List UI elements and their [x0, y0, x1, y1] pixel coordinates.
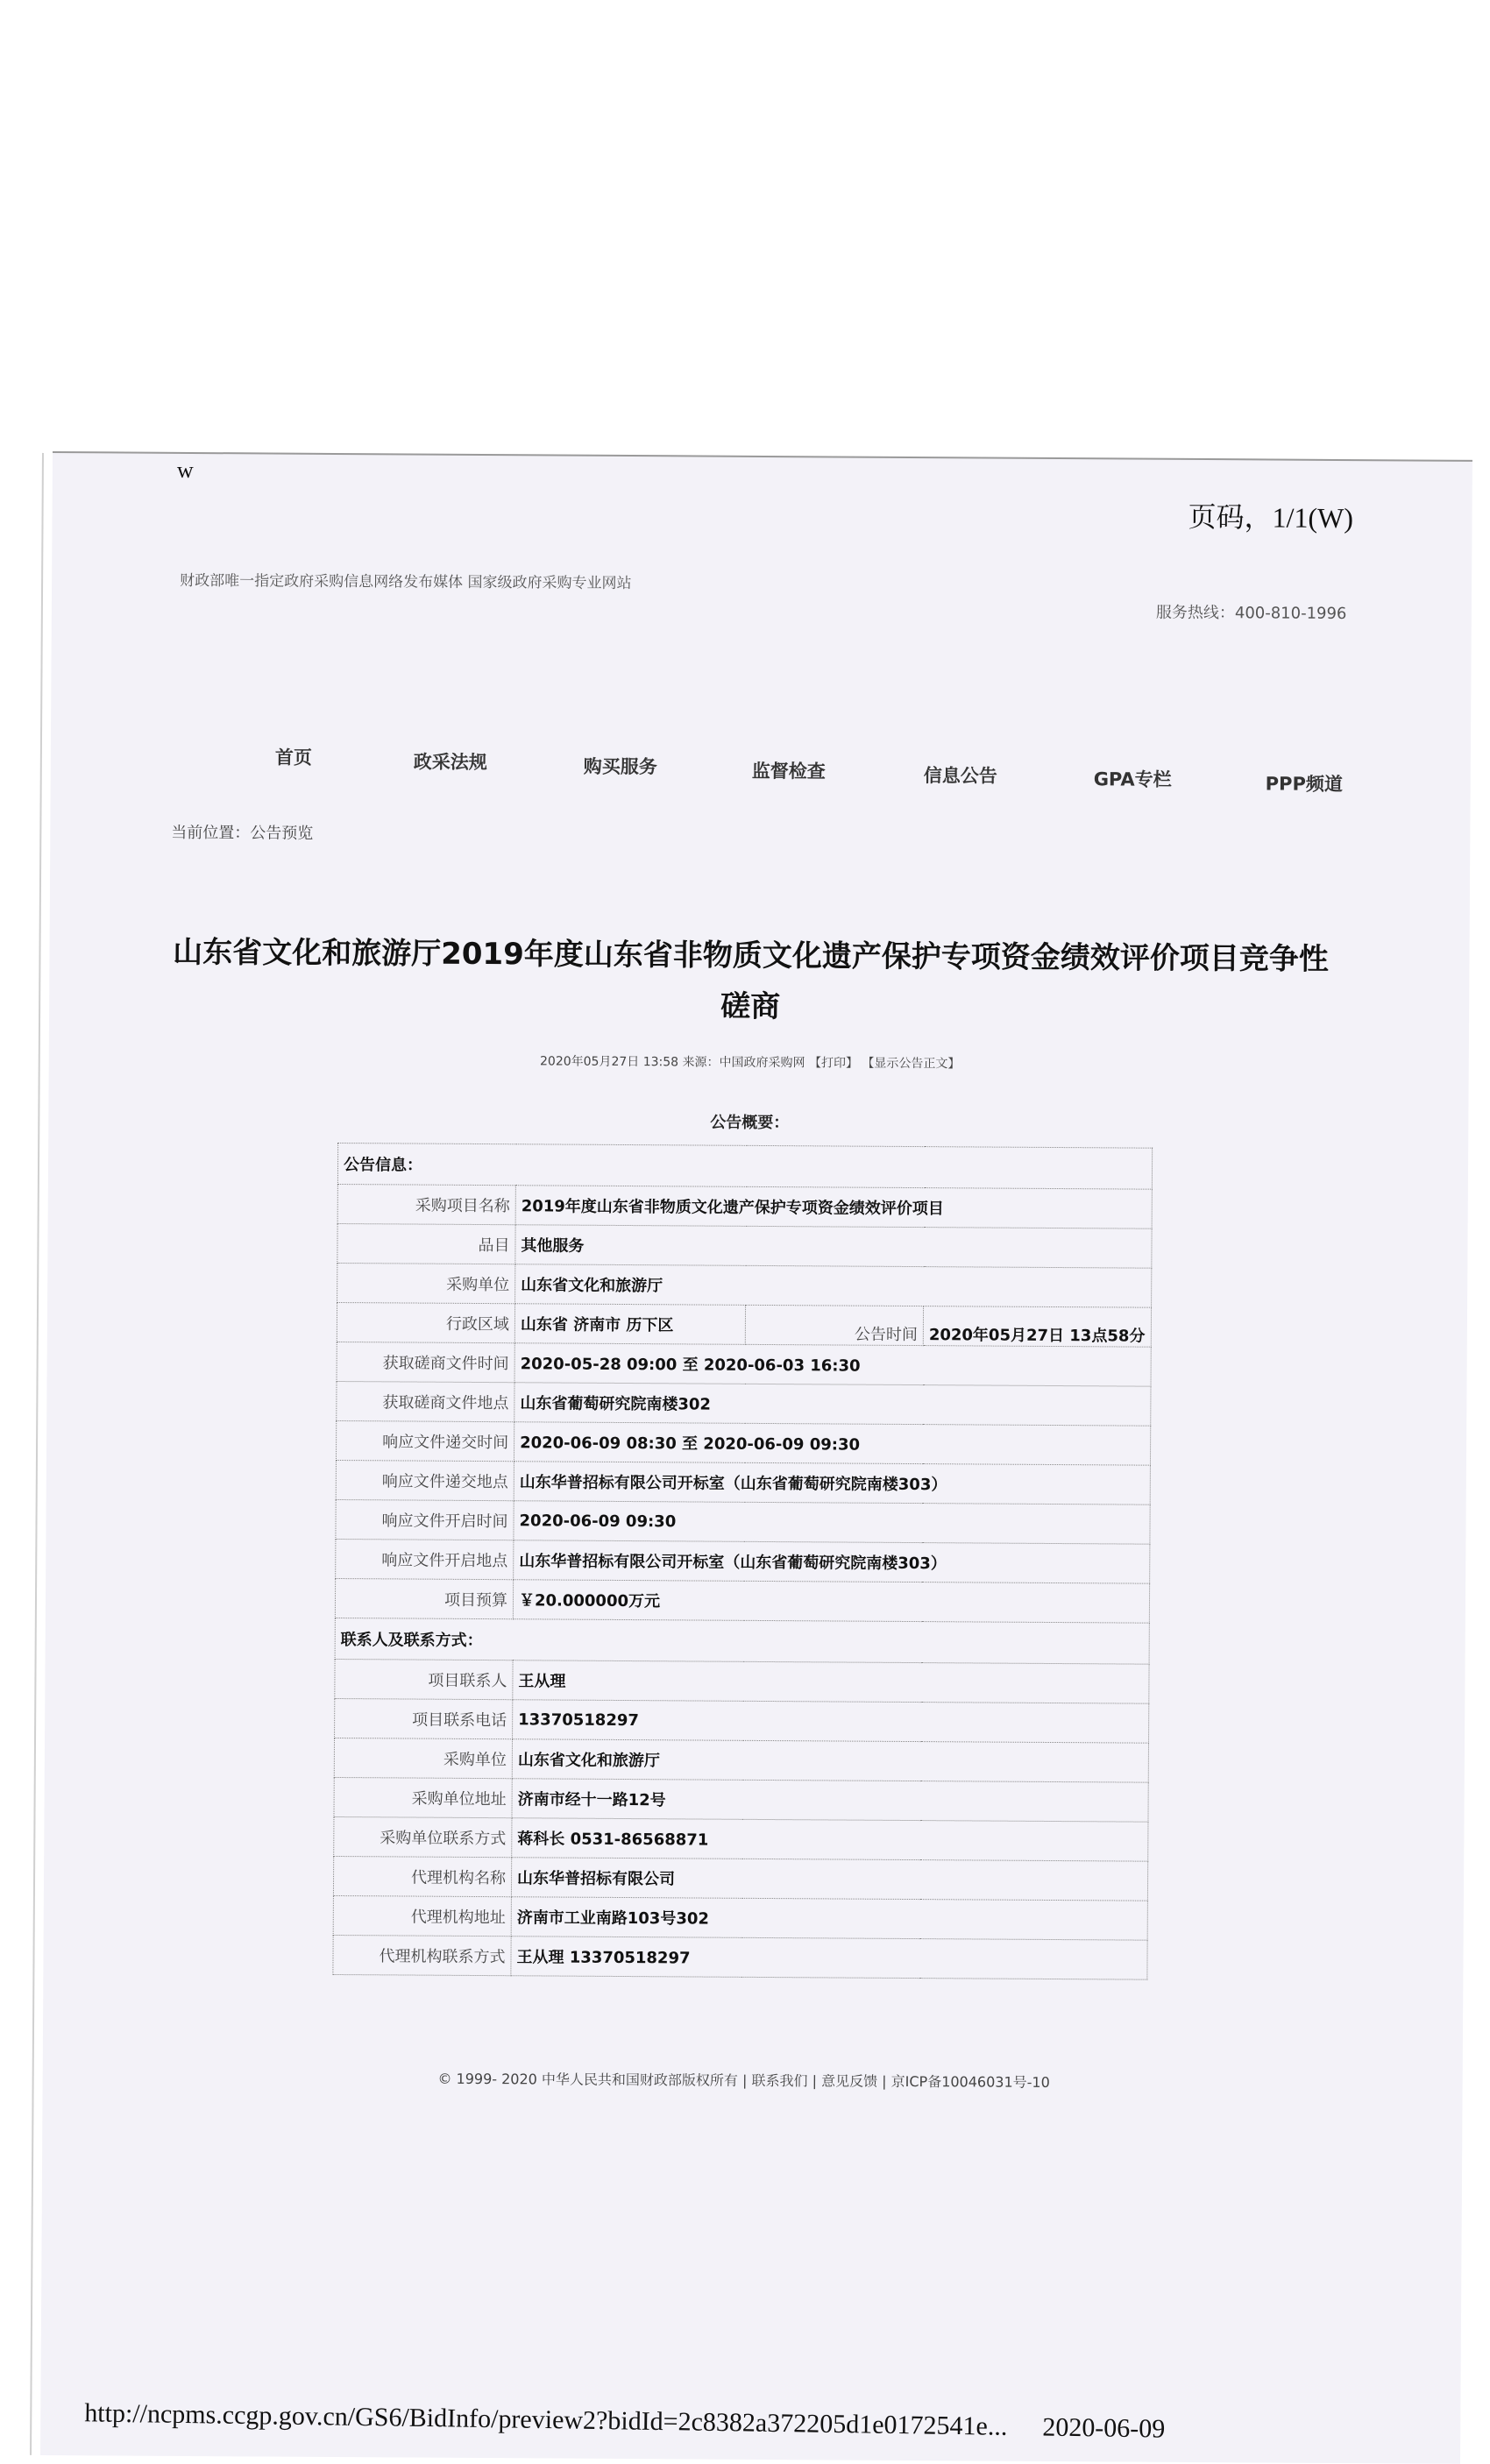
row-label: 代理机构名称 — [333, 1856, 511, 1896]
nav-item-ppp[interactable]: PPP频道 — [1265, 773, 1343, 795]
section-row — [337, 1143, 1152, 1190]
row-label: 响应文件开启时间 — [336, 1499, 514, 1540]
table-row — [335, 1698, 1149, 1743]
table-row — [336, 1499, 1150, 1544]
row-label: 代理机构联系方式 — [333, 1935, 511, 1975]
nav-item-regulations[interactable]: 政采法规 — [413, 751, 487, 774]
row-label: 项目联系人 — [335, 1659, 513, 1699]
nav-item-announcements[interactable]: 信息公告 — [923, 765, 997, 787]
row-value: 2020-05-28 09:00 至 2020-06-03 16:30 — [514, 1343, 1151, 1386]
row-label: 代理机构地址 — [333, 1895, 511, 1936]
row-value: 山东华普招标有限公司开标室（山东省葡萄研究院南楼303） — [514, 1540, 1150, 1583]
nav-item-gpa[interactable]: GPA专栏 — [1093, 768, 1172, 790]
row-value: 13370518297 — [513, 1700, 1149, 1743]
service-hotline: 服务热线：400-810-1996 — [1155, 603, 1347, 624]
table-row — [334, 1777, 1148, 1822]
row-label: 采购单位 — [337, 1264, 515, 1304]
row-value: 山东省文化和旅游厅 — [515, 1264, 1152, 1307]
table-row — [336, 1460, 1150, 1505]
table-row — [333, 1895, 1147, 1940]
article-meta — [163, 1050, 1337, 1074]
page-footer — [157, 2066, 1331, 2093]
table-row — [337, 1303, 1151, 1348]
main-nav — [174, 743, 1343, 803]
breadcrumb: 当前位置：公告预览 — [171, 823, 314, 843]
row-value: 济南市工业南路103号302 — [511, 1897, 1147, 1940]
print-page-number: 页码，1/1(W) — [1188, 500, 1354, 535]
row-value: 山东省 济南市 历下区 — [514, 1304, 745, 1345]
row-label: 采购单位联系方式 — [334, 1816, 512, 1857]
contact-info-heading: 联系人及联系方式： — [335, 1618, 1149, 1664]
row-value: 王从理 13370518297 — [511, 1937, 1147, 1979]
separator: | — [737, 2071, 752, 2089]
table-row — [333, 1856, 1147, 1901]
nav-item-home[interactable]: 首页 — [274, 747, 312, 768]
page-title: 山东省文化和旅游厅2019年度山东省非物质文化遗产保护专项资金绩效评价项目竞争性磋商 — [173, 934, 1329, 1025]
row-label: 响应文件递交地点 — [336, 1460, 514, 1500]
table-row — [335, 1659, 1149, 1703]
table-row — [333, 1935, 1147, 1979]
row-value: 蒋科长 0531-86568871 — [512, 1818, 1148, 1861]
table-row — [336, 1420, 1150, 1465]
table-row — [337, 1264, 1152, 1308]
print-footer — [84, 2398, 1165, 2444]
row-label: 项目预算 — [335, 1578, 513, 1618]
row-value: 王从理 — [513, 1660, 1149, 1703]
announcement-info-heading: 公告信息： — [337, 1143, 1152, 1190]
source: 来源：中国政府采购网 — [682, 1055, 805, 1071]
scanned-page — [40, 451, 1472, 2464]
table-row — [334, 1816, 1148, 1861]
row-value: 2019年度山东省非物质文化遗产保护专项资金绩效评价项目 — [515, 1186, 1152, 1228]
row-label: 行政区域 — [337, 1303, 514, 1343]
row-label: 采购单位地址 — [334, 1777, 512, 1817]
announce-time-value: 2020年05月27日 13点58分 — [923, 1306, 1151, 1348]
feedback-link[interactable]: 意见反馈 — [821, 2072, 878, 2090]
site-slogan: 财政部唯一指定政府采购信息网络发布媒体 国家级政府采购专业网站 — [180, 571, 632, 593]
publish-date: 2020年05月27日 13:58 — [539, 1054, 679, 1070]
row-label: 项目联系电话 — [335, 1698, 513, 1738]
contact-us-link[interactable]: 联系我们 — [751, 2071, 808, 2090]
table-row — [335, 1578, 1149, 1623]
table-row — [337, 1185, 1152, 1229]
section-row — [335, 1618, 1149, 1664]
row-value: 山东华普招标有限公司 — [511, 1858, 1147, 1901]
announcement-table — [332, 1143, 1153, 1980]
nav-item-purchase-services[interactable]: 购买服务 — [583, 755, 657, 778]
row-value: 2020-06-09 09:30 — [514, 1501, 1150, 1544]
row-value: 山东华普招标有限公司开标室（山东省葡萄研究院南楼303） — [514, 1462, 1150, 1505]
row-label: 获取磋商文件时间 — [337, 1342, 514, 1383]
row-label: 响应文件递交时间 — [336, 1420, 514, 1461]
row-label: 采购项目名称 — [337, 1185, 515, 1225]
announce-time-label: 公告时间 — [745, 1305, 923, 1345]
copyright: © 1999- 2020 中华人民共和国财政部版权所有 — [437, 2070, 739, 2089]
table-row — [337, 1342, 1151, 1387]
separator: | — [807, 2072, 822, 2090]
print-date: 2020-06-09 — [1042, 2412, 1166, 2444]
print-url: http://ncpms.ccgp.gov.cn/GS6/BidInfo/preview2?bidId=2c8382a372205d1e0172541e... — [84, 2398, 1008, 2441]
row-value: 济南市经十一路12号 — [512, 1779, 1148, 1822]
table-row — [337, 1224, 1152, 1269]
print-link[interactable]: 【打印】 — [808, 1056, 859, 1071]
icp-link[interactable]: 京ICP备10046031号-10 — [890, 2072, 1050, 2091]
show-full-text-link[interactable]: 【显示公告正文】 — [862, 1056, 961, 1072]
row-value: 山东省文化和旅游厅 — [512, 1739, 1148, 1782]
table-row — [336, 1539, 1150, 1583]
print-header-mark: w — [176, 457, 194, 483]
table-row — [334, 1738, 1148, 1782]
separator: | — [877, 2072, 891, 2090]
row-label: 响应文件开启地点 — [336, 1539, 514, 1579]
row-value: 山东省葡萄研究院南楼302 — [514, 1383, 1151, 1426]
nav-item-supervision[interactable]: 监督检查 — [751, 760, 826, 782]
row-label: 品目 — [337, 1224, 515, 1264]
table-row — [337, 1381, 1151, 1426]
row-label: 采购单位 — [334, 1738, 512, 1778]
row-value: 2020-06-09 08:30 至 2020-06-09 09:30 — [514, 1422, 1150, 1465]
summary-heading: 公告概要： — [710, 1113, 790, 1133]
row-value: 其他服务 — [515, 1225, 1152, 1268]
row-label: 获取磋商文件地点 — [337, 1381, 514, 1421]
row-value: ￥20.000000万元 — [513, 1580, 1149, 1623]
